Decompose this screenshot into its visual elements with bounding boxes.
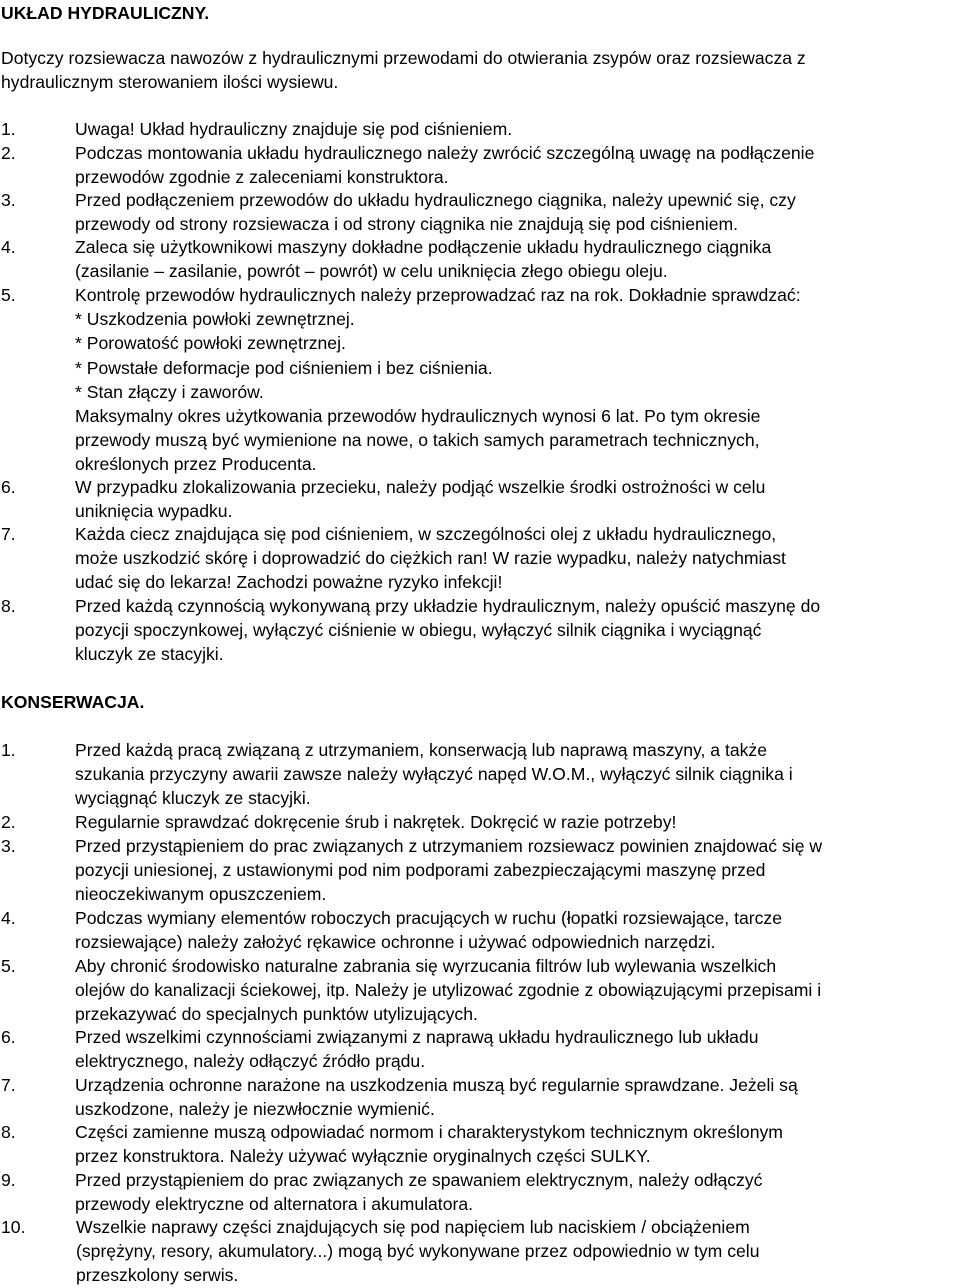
item-line: przewody od strony rozsiewacza i od strony ciągnika nie znajdują się pod ciśnieniem. xyxy=(75,214,739,235)
item-text xyxy=(75,235,960,283)
item-number: 7. xyxy=(1,524,16,544)
item-line: szukania przyczyny awarii zawsze należy wyłączyć napęd W.O.M., wyłączyć silnik ciągnika i xyxy=(75,764,793,785)
item-line: przewody muszą być wymienione na nowe, o takich samych parametrach technicznych, xyxy=(75,430,760,451)
item-line: Przed wszelkimi czynnościami związanymi z naprawą układu hydraulicznego lub układu xyxy=(75,1027,759,1047)
item-text xyxy=(75,810,960,834)
item-line: uszkodzone, należy je niezwłocznie wymienić. xyxy=(75,1099,435,1120)
item-text xyxy=(75,834,960,907)
item-number: 4. xyxy=(1,908,16,928)
item-line: wyciągnąć kluczyk ze stacyjki. xyxy=(75,788,311,809)
item-line: pozycji uniesionej, z ustawionymi pod nim podporami zabezpieczającymi maszynę przed xyxy=(75,860,766,881)
item-number: 3. xyxy=(1,836,16,856)
item-line: pozycji spoczynkowej, wyłączyć ciśnienie w obiegu, wyłączyć silnik ciągnika i wyciągnąć xyxy=(75,620,762,641)
item-text xyxy=(75,1168,960,1216)
item-text xyxy=(75,738,960,811)
item-text xyxy=(75,188,960,236)
item-number: 6. xyxy=(1,1027,16,1047)
item-number: 4. xyxy=(1,237,16,257)
item-line: Regularnie sprawdzać dokręcenie śrub i nakrętek. Dokręcić w razie potrzeby! xyxy=(75,812,677,832)
item-line: * Uszkodzenia powłoki zewnętrznej. xyxy=(75,309,355,330)
item-line: kluczyk ze stacyjki. xyxy=(75,644,224,665)
item-line: udać się do lekarza! Zachodzi poważne ryzyko infekcji! xyxy=(75,572,503,593)
item-number: 1. xyxy=(1,740,16,760)
item-line: Aby chronić środowisko naturalne zabrania się wyrzucania filtrów lub wylewania wszelkich xyxy=(75,956,777,976)
item-line: Części zamienne muszą odpowiadać normom i charakterystykom technicznym określonym xyxy=(75,1122,783,1142)
item-line: Przed każdą pracą związaną z utrzymaniem, konserwacją lub naprawą maszyny, a także xyxy=(75,740,768,760)
item-line: olejów do kanalizacji ściekowej, itp. Należy je utylizować zgodnie z obowiązującymi przepisami i xyxy=(75,980,822,1001)
item-text xyxy=(75,1025,960,1073)
item-line: W przypadku zlokalizowania przecieku, należy podjąć wszelkie środki ostrożności w celu xyxy=(75,477,766,497)
item-number: 5. xyxy=(1,956,16,976)
item-line: * Stan złączy i zaworów. xyxy=(75,381,264,402)
item-line: określonych przez Producenta. xyxy=(75,454,317,475)
item-text xyxy=(75,141,960,189)
item-text xyxy=(75,117,960,141)
item-line: Wszelkie naprawy części znajdujących się pod napięciem lub naciskiem / obciążeniem xyxy=(76,1217,750,1237)
item-line: Przed przystąpieniem do prac związanych z utrzymaniem rozsiewacz powinien znajdować się w xyxy=(75,836,823,856)
item-number: 8. xyxy=(1,1122,16,1142)
item-number: 2. xyxy=(1,812,16,832)
item-line: przewody elektryczne od alternatora i akumulatora. xyxy=(75,1194,474,1215)
item-text xyxy=(75,1073,960,1121)
item-line: Zaleca się użytkownikowi maszyny dokładne podłączenie układu hydraulicznego ciągnika xyxy=(75,237,772,257)
item-number: 8. xyxy=(1,596,16,616)
item-number: 1. xyxy=(1,119,16,139)
item-number: 9. xyxy=(1,1170,16,1190)
item-line: Przed podłączeniem przewodów do układu hydraulicznego ciągnika, należy upewnić się, czy xyxy=(75,190,796,210)
item-line: Podczas montowania układu hydraulicznego należy zwrócić szczególną uwagę na podłączenie xyxy=(75,143,815,163)
item-number: 2. xyxy=(1,143,16,163)
item-text xyxy=(75,906,960,954)
item-line: Każda ciecz znajdująca się pod ciśnieniem, w szczególności olej z układu hydraulicznego, xyxy=(75,524,777,544)
item-text xyxy=(75,954,960,1027)
item-line: elektrycznego, należy odłączyć źródło prądu. xyxy=(75,1051,426,1072)
item-line: * Porowatość powłoki zewnętrznej. xyxy=(75,333,346,354)
item-line: uniknięcia wypadku. xyxy=(75,501,233,522)
maintenance-section-title: KONSERWACJA. xyxy=(1,692,145,712)
item-line: Uwaga! Układ hydrauliczny znajduje się pod ciśnieniem. xyxy=(75,119,513,139)
item-number: 10. xyxy=(1,1217,26,1237)
item-line: Przed przystąpieniem do prac związanych ze spawaniem elektrycznym, należy odłączyć xyxy=(75,1170,763,1190)
item-text xyxy=(76,1215,960,1288)
hydraulic-intro xyxy=(1,46,951,94)
intro-line: Dotyczy rozsiewacza nawozów z hydraulicznymi przewodami do otwierania zsypów oraz rozsiewacza z xyxy=(1,48,806,68)
item-text xyxy=(75,1120,960,1168)
item-line: * Powstałe deformacje pod ciśnieniem i bez ciśnienia. xyxy=(75,357,493,378)
item-text xyxy=(75,283,960,477)
item-line: Podczas wymiany elementów roboczych pracujących w ruchu (łopatki rozsiewające, tarcze xyxy=(75,908,782,928)
intro-line: hydraulicznym sterowaniem ilości wysiewu. xyxy=(1,72,339,93)
item-number: 7. xyxy=(1,1075,16,1095)
item-line: (sprężyny, resory, akumulatory...) mogą być wykonywane przez odpowiednio w tym celu xyxy=(76,1241,760,1262)
item-line: może uszkodzić skórę i doprowadzić do ciężkich ran! W razie wypadku, należy natychmiast xyxy=(75,548,786,569)
hydraulic-section-title: UKŁAD HYDRAULICZNY. xyxy=(1,3,210,23)
item-line: przez konstruktora. Należy używać wyłącznie oryginalnych części SULKY. xyxy=(75,1146,651,1167)
item-line: nieoczekiwanym opuszczeniem. xyxy=(75,884,327,905)
item-number: 6. xyxy=(1,477,16,497)
item-line: rozsiewające) należy założyć rękawice ochronne i używać odpowiednich narzędzi. xyxy=(75,932,716,953)
item-line: przewodów zgodnie z zaleceniami konstruktora. xyxy=(75,167,449,188)
item-text xyxy=(75,594,960,667)
item-line: przeszkolony serwis. xyxy=(76,1265,239,1286)
item-line: przekazywać do specjalnych punktów utylizujących. xyxy=(75,1004,478,1025)
item-line: Urządzenia ochronne narażone na uszkodzenia muszą być regularnie sprawdzane. Jeżeli są xyxy=(75,1075,798,1095)
item-number: 3. xyxy=(1,190,16,210)
item-line: (zasilanie – zasilanie, powrót – powrót) w celu uniknięcia złego obiegu oleju. xyxy=(75,261,668,282)
item-text xyxy=(75,522,960,595)
item-line: Kontrolę przewodów hydraulicznych należy przeprowadzać raz na rok. Dokładnie sprawdzać: xyxy=(75,285,801,305)
item-number: 5. xyxy=(1,285,16,305)
item-line: Maksymalny okres użytkowania przewodów hydraulicznych wynosi 6 lat. Po tym okresie xyxy=(75,406,761,427)
item-line: Przed każdą czynnością wykonywaną przy układzie hydraulicznym, należy opuścić maszynę do xyxy=(75,596,821,616)
item-text xyxy=(75,475,960,523)
